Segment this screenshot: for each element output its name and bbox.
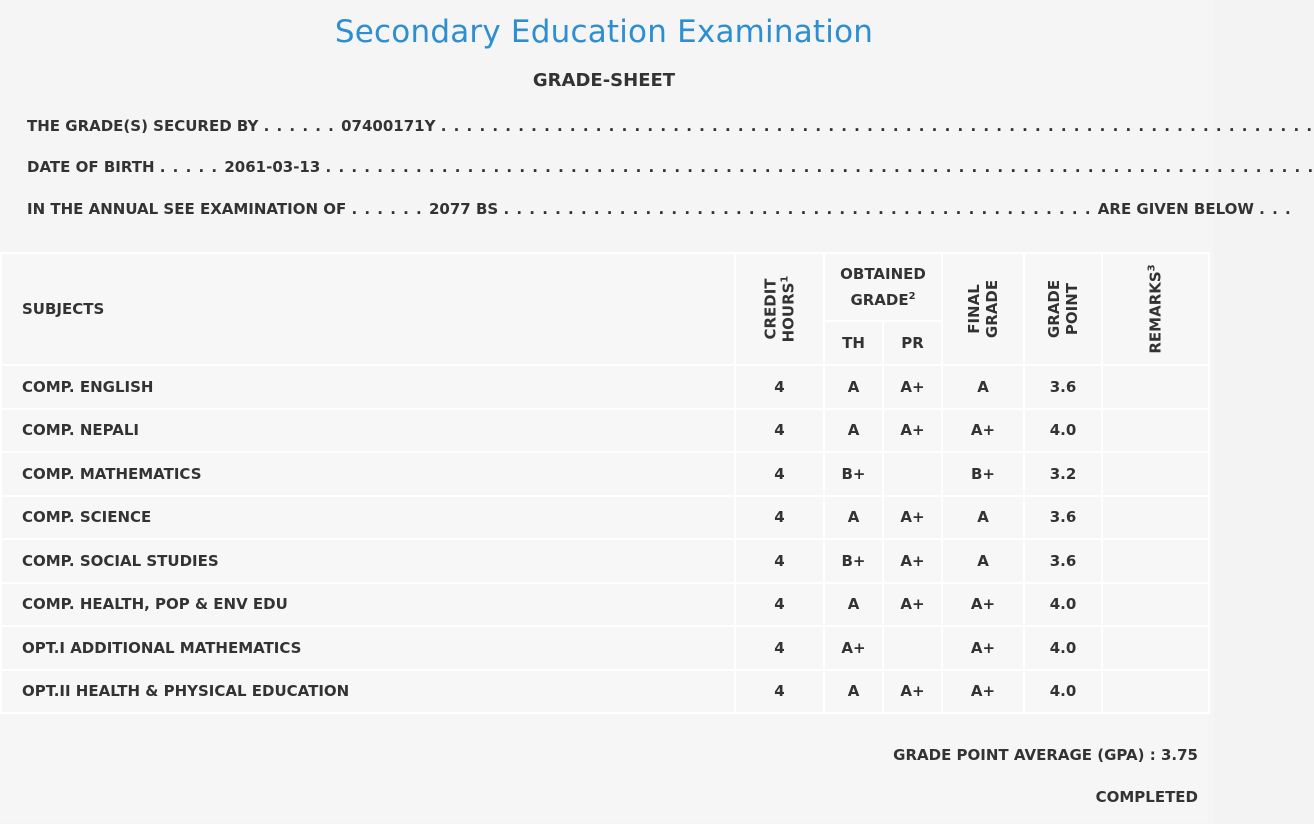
table-row [1,583,1209,627]
table-row [1,539,1209,583]
credit-hours-cell: 4 [735,409,824,453]
final-grade-cell: A [942,496,1024,540]
credit-hours-cell: 4 [735,496,824,540]
table-row [1,670,1209,714]
table-row [1,365,1209,409]
subject-cell: COMP. HEALTH, POP & ENV EDU [1,583,735,627]
dob-value: 2061-03-13 [224,158,321,176]
grades-table [0,252,1210,714]
col-header-pr: PR [883,321,942,365]
practical-grade-cell: A+ [883,496,942,540]
leader-dots: . . . [1259,200,1292,218]
subject-cell: OPT.II HEALTH & PHYSICAL EDUCATION [1,670,735,714]
grade-point-cell: 3.2 [1024,452,1102,496]
grade-point-cell: 4.0 [1024,409,1102,453]
final-grade-cell: A+ [942,583,1024,627]
result-status: COMPLETED [1095,788,1198,806]
theory-grade-cell: A [824,583,883,627]
remarks-cell [1102,539,1209,583]
grade-point-cell: 3.6 [1024,365,1102,409]
leader-dots: . . . . . [159,158,225,176]
exam-line [27,200,1292,218]
leader-dots: . . . . . . [263,117,342,135]
col-header-credit-hours: CREDIT HOURS$^1$ [735,253,824,365]
grade-sheet-subtitle: GRADE-SHEET [532,70,676,91]
theory-grade-cell: B+ [824,452,883,496]
final-grade-cell: A+ [942,409,1024,453]
credit-hours-cell: 4 [735,539,824,583]
grade-point-cell: 4.0 [1024,583,1102,627]
secured-by-line [27,117,1313,135]
grade-point-cell: 4.0 [1024,670,1102,714]
subject-cell: COMP. ENGLISH [1,365,735,409]
practical-grade-cell: A+ [883,409,942,453]
subject-cell: OPT.I ADDITIONAL MATHEMATICS [1,626,735,670]
gpa-value: 3.75 [1160,746,1198,764]
final-grade-cell: A+ [942,626,1024,670]
col-header-th: TH [824,321,883,365]
subject-cell: COMP. NEPALI [1,409,735,453]
leader-dots: . . . . . . . . . . . . . . . . . . . . . . . . . . . . . . . . . . . . . . . . . . . . . . . . . . . . . . . . . . . . . . . . . . . . [440,117,1314,135]
exam-year-value: 2077 BS [428,200,499,218]
symbol-number-value: 07400171Y [341,117,436,135]
remarks-footnote-mark: 3 [1146,264,1158,272]
grade-point-cell: 4.0 [1024,626,1102,670]
final-grade-cell: A [942,539,1024,583]
page-title: Secondary Education Examination [334,14,874,50]
col-header-subjects: SUBJECTS [1,253,735,365]
remarks-cell [1102,670,1209,714]
leader-dots: . . . . . . . . . . . . . . . . . . . . . . . . . . . . . . . . . . . . . . . . . . . . . . [503,200,1098,218]
credit-hours-cell: 4 [735,670,824,714]
gpa-line [893,746,1198,764]
grade-point-cell: 3.6 [1024,539,1102,583]
exam-suffix: ARE GIVEN BELOW [1097,200,1254,218]
theory-grade-cell: A+ [824,626,883,670]
grade-point-cell: 3.6 [1024,496,1102,540]
leader-dots: . . . . . . . . . . . . . . . . . . . . . . . . . . . . . . . . . . . . . . . . . . . . . . . . . . . . . . . . . . . . . . . . . . . . . . . . . . . . . [325,158,1314,176]
table-row [1,496,1209,540]
final-grade-cell: B+ [942,452,1024,496]
remarks-cell [1102,409,1209,453]
exam-label: IN THE ANNUAL SEE EXAMINATION OF [27,200,347,218]
remarks-cell [1102,452,1209,496]
col-header-final-grade: FINAL GRADE [942,253,1024,365]
col-header-grade-point: GRADE POINT [1024,253,1102,365]
theory-grade-cell: B+ [824,539,883,583]
credit-hours-cell: 4 [735,365,824,409]
summary-section [0,712,1208,820]
remarks-cell [1102,365,1209,409]
practical-grade-cell: A+ [883,670,942,714]
remarks-cell [1102,583,1209,627]
practical-grade-cell [883,626,942,670]
table-row [1,409,1209,453]
subject-cell: COMP. SCIENCE [1,496,735,540]
table-row [1,626,1209,670]
subject-cell: COMP. MATHEMATICS [1,452,735,496]
obtained-footnote-mark: 2 [908,291,916,302]
secured-by-label: THE GRADE(S) SECURED BY [27,117,259,135]
credit-hours-cell: 4 [735,452,824,496]
table-row [1,452,1209,496]
col-header-obtained-grade: OBTAINED GRADE$^2$ [824,253,942,321]
credit-footnote-mark: 1 [779,275,791,283]
subject-cell: COMP. SOCIAL STUDIES [1,539,735,583]
credit-hours-cell: 4 [735,626,824,670]
final-grade-cell: A+ [942,670,1024,714]
dob-label: DATE OF BIRTH [27,158,155,176]
theory-grade-cell: A [824,409,883,453]
theory-grade-cell: A [824,365,883,409]
practical-grade-cell: A+ [883,539,942,583]
credit-hours-cell: 4 [735,583,824,627]
remarks-cell [1102,626,1209,670]
leader-dots: . . . . . . [351,200,429,218]
final-grade-cell: A [942,365,1024,409]
theory-grade-cell: A [824,670,883,714]
col-header-remarks: REMARKS$^3$ [1102,253,1209,365]
practical-grade-cell [883,452,942,496]
practical-grade-cell: A+ [883,365,942,409]
date-of-birth-line [27,158,1314,176]
remarks-cell [1102,496,1209,540]
practical-grade-cell: A+ [883,583,942,627]
theory-grade-cell: A [824,496,883,540]
gpa-label: GRADE POINT AVERAGE (GPA) : [893,746,1156,764]
